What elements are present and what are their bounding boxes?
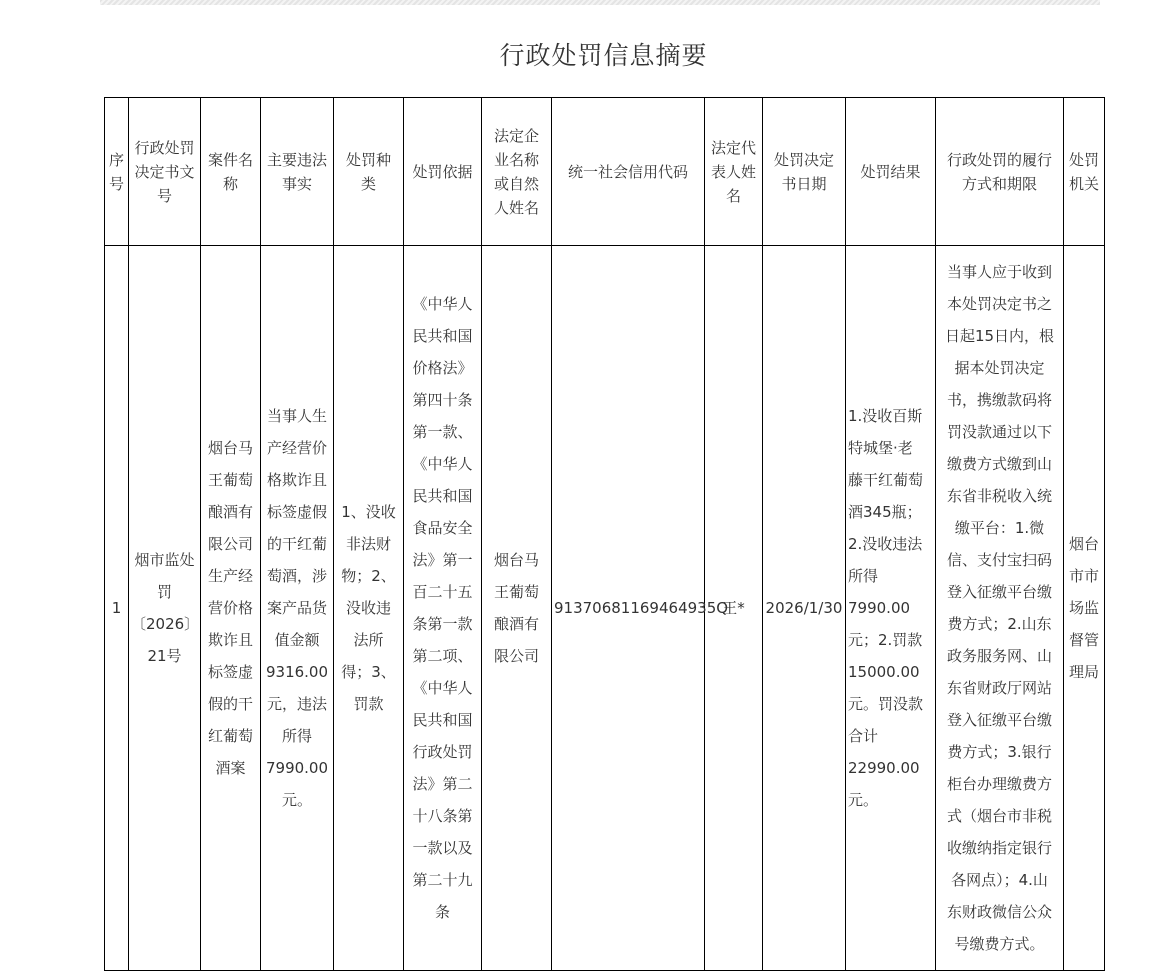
cell-authority: 烟台 市市 场监 督管 理局 (1064, 246, 1105, 971)
header-cell: 处罚 机关 (1064, 98, 1105, 246)
page-title: 行政处罚信息摘要 (499, 41, 708, 70)
header-cell: 行政处罚的履行 方式和期限 (936, 98, 1064, 246)
header-cell: 法定代 表人姓 名 (705, 98, 763, 246)
cell-case-name: 烟台马 王葡萄 酿酒有 限公司 生产经 营价格 欺诈且 标签虚 假的干 红葡萄 酒案 (201, 246, 261, 971)
penalty-summary-table (104, 97, 1105, 971)
cell-basis: 《中华人 民共和国 价格法》 第四十条 第一款、 《中华人 民共和国 食品安全 法》第一 百二十五 条第一款 第二项、 《中华人 民共和国 行政处罚 法》第二 十八条第 一款以及 第二十九 条 (404, 246, 482, 971)
header-cell: 主要违法 事实 (261, 98, 334, 246)
cell-credit-code: 91370681169464935Q (552, 246, 705, 971)
cell-entity: 烟台马 王葡萄 酿酒有 限公司 (482, 246, 552, 971)
header-cell: 处罚结果 (846, 98, 936, 246)
cell-doc-no: 烟市监处 罚 〔2026〕 21号 (129, 246, 201, 971)
header-cell: 处罚种 类 (334, 98, 404, 246)
header-cell: 处罚依据 (404, 98, 482, 246)
header-cell: 序 号 (105, 98, 129, 246)
top-divider (100, 0, 1100, 5)
cell-facts: 当事人生 产经营价 格欺诈且 标签虚假 的干红葡 萄酒，涉 案产品货 值金额 9316.00 元，违法 所得 7990.00 元。 (261, 246, 334, 971)
header-cell: 案件名 称 (201, 98, 261, 246)
cell-index: 1 (105, 246, 129, 971)
cell-legal-rep: 王* (705, 246, 763, 971)
cell-result: 1.没收百斯 特城堡·老 藤干红葡萄 酒345瓶； 2.没收违法 所得 7990.00 元；2.罚款 15000.00 元。罚没款 合计 22990.00 元。 (846, 246, 936, 971)
header-cell: 处罚决定 书日期 (763, 98, 846, 246)
table-row (105, 246, 1105, 971)
cell-date: 2026/1/30 (763, 246, 846, 971)
table-header-row (105, 98, 1105, 246)
header-cell: 统一社会信用代码 (552, 98, 705, 246)
header-cell: 法定企 业名称 或自然 人姓名 (482, 98, 552, 246)
cell-performance: 当事人应于收到 本处罚决定书之 日起15日内，根 据本处罚决定 书，携缴款码将 罚没款通过以下 缴费方式缴到山 东省非税收入统 缴平台：1.微 信、支付宝扫码 登入征缴平台缴 费方式；2.山东 政务服务网、山 东省财政厅网站 登入征缴平台缴 费方式；3.银行 柜台办理缴费方 式（烟台市非税 收缴纳指定银行 各网点）；4.山 东财政微信公众 号缴费方式。 (936, 246, 1064, 971)
header-cell: 行政处罚 决定书文 号 (129, 98, 201, 246)
cell-penalty-type: 1、没收 非法财 物；2、 没收违 法所 得；3、 罚款 (334, 246, 404, 971)
